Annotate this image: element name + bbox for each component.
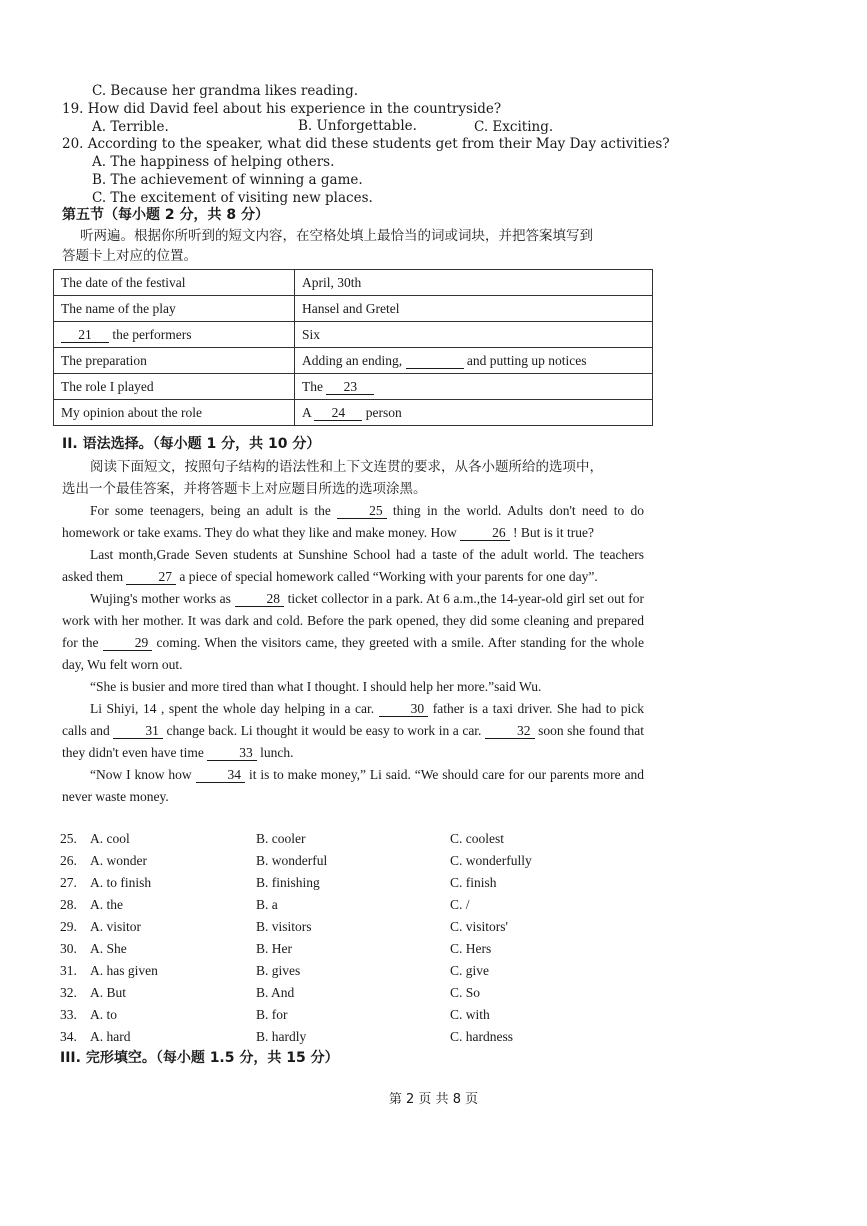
table-cell: Six <box>295 322 653 348</box>
grammar-instruction-2: 选出一个最佳答案，并将答题卡上对应题目所选的选项涂黑。 <box>62 481 427 497</box>
blank-24[interactable]: 24 <box>314 405 362 421</box>
option-a[interactable]: A. hard <box>90 1029 131 1044</box>
table-row <box>54 322 653 348</box>
blank-34[interactable]: 34 <box>196 767 246 783</box>
question-number: 28. <box>60 897 77 912</box>
blank-28[interactable]: 28 <box>235 591 285 607</box>
grammar-heading: II. 语法选择。（每小题 1 分，共 10 分） <box>62 436 321 452</box>
question-number: 27. <box>60 875 77 890</box>
blank-32[interactable]: 32 <box>485 723 535 739</box>
page-footer: 第 2 页 共 8 页 <box>388 1092 479 1107</box>
q20-option-c: C. The excitement of visiting new places. <box>92 190 373 206</box>
table-cell: The name of the play <box>54 296 295 322</box>
table-row <box>54 400 653 426</box>
passage-text: change back. Li thought it would be easy to work in a car. <box>166 723 482 738</box>
option-a[interactable]: A. the <box>90 897 123 912</box>
table-cell: April, 30th <box>295 270 653 296</box>
option-c[interactable]: C. coolest <box>450 831 504 846</box>
option-row <box>60 963 660 983</box>
option-b[interactable]: B. for <box>256 1007 288 1022</box>
option-c[interactable]: C. wonderfully <box>450 853 532 868</box>
q19-option-b: B. Unforgettable. <box>298 118 417 134</box>
question-number: 31. <box>60 963 77 978</box>
q18-option-c: C. Because her grandma likes reading. <box>92 83 359 99</box>
table-cell-text: the performers <box>112 326 192 342</box>
option-b[interactable]: B. hardly <box>256 1029 307 1044</box>
option-row <box>60 831 660 851</box>
table-cell-text: A <box>302 404 312 420</box>
blank-23[interactable]: 23 <box>326 379 374 395</box>
table-cell: The role I played <box>54 374 295 400</box>
section5-heading: 第五节（每小题 2 分，共 8 分） <box>62 207 269 223</box>
option-c[interactable]: C. visitors' <box>450 919 508 934</box>
option-c[interactable]: C. Hers <box>450 941 492 956</box>
table-cell: My opinion about the role <box>54 400 295 426</box>
passage-text: Last month,Grade Seven students at Sunshine School had a taste of the adult world. The teachers asked them <box>62 547 644 584</box>
passage-text: soon she found that they didn't even have time <box>62 723 645 760</box>
section5-instruction-1: 听两遍。根据你所听到的短文内容，在空格处填上最恰当的词或词块，并把答案填写到 <box>80 228 593 244</box>
option-c[interactable]: C. So <box>450 985 481 1000</box>
blank-30[interactable]: 30 <box>379 701 429 717</box>
option-row <box>60 1029 660 1049</box>
table-cell-text: person <box>365 404 402 420</box>
option-c[interactable]: C. / <box>450 897 470 912</box>
option-a[interactable]: A. cool <box>90 831 130 846</box>
passage-text: a piece of special homework called “Working with your parents for one day”. <box>179 569 598 584</box>
passage-paragraph <box>62 500 644 544</box>
option-b[interactable]: B. visitors <box>256 919 312 934</box>
option-b[interactable]: B. Her <box>256 941 292 956</box>
q20-option-a: A. The happiness of helping others. <box>92 154 335 170</box>
q20-stem: 20. According to the speaker, what did these students get from their May Day activities? <box>62 136 670 152</box>
option-row <box>60 919 660 939</box>
blank-25[interactable]: 25 <box>337 503 387 519</box>
option-row <box>60 941 660 961</box>
option-a[interactable]: A. to <box>90 1007 117 1022</box>
q19-option-a: A. Terrible. <box>92 119 169 135</box>
listening-fill-table <box>53 269 653 426</box>
question-number: 26. <box>60 853 77 868</box>
blank-29[interactable]: 29 <box>103 635 153 651</box>
blank-26[interactable]: 26 <box>460 525 510 541</box>
passage-text: father is a taxi driver. She had to pick calls and <box>62 701 644 738</box>
question-number: 33. <box>60 1007 77 1022</box>
option-row <box>60 875 660 895</box>
option-b[interactable]: B. wonderful <box>256 853 328 868</box>
option-row <box>60 897 660 917</box>
table-cell <box>54 322 295 348</box>
option-c[interactable]: C. finish <box>450 875 497 890</box>
grammar-passage <box>62 500 644 808</box>
option-c[interactable]: C. hardness <box>450 1029 513 1044</box>
option-a[interactable]: A. to finish <box>90 875 152 890</box>
table-cell: The preparation <box>54 348 295 374</box>
option-b[interactable]: B. And <box>256 985 295 1000</box>
table-cell-text: The <box>302 378 323 394</box>
cloze-heading: III. 完形填空。（每小题 1.5 分，共 15 分） <box>60 1050 339 1066</box>
option-c[interactable]: C. give <box>450 963 489 978</box>
option-a[interactable]: A. She <box>90 941 127 956</box>
table-row <box>54 374 653 400</box>
passage-text: thing in the world. Adults don't need to do homework or take exams. They do what they like and make money. How <box>62 503 645 540</box>
question-number: 34. <box>60 1029 77 1044</box>
passage-paragraph <box>62 764 644 808</box>
option-b[interactable]: B. gives <box>256 963 301 978</box>
table-cell: Hansel and Gretel <box>295 296 653 322</box>
q20-option-b: B. The achievement of winning a game. <box>92 172 363 188</box>
option-a[interactable]: A. has given <box>90 963 158 978</box>
option-b[interactable]: B. finishing <box>256 875 320 890</box>
option-row <box>60 1007 660 1027</box>
q19-option-c: C. Exciting. <box>474 119 554 135</box>
blank-33[interactable]: 33 <box>207 745 257 761</box>
option-b[interactable]: B. a <box>256 897 278 912</box>
option-a[interactable]: A. But <box>90 985 127 1000</box>
passage-paragraph <box>62 588 644 676</box>
blank-22[interactable] <box>406 353 464 369</box>
passage-text: it is to make money,” Li said. “We should care for our parents more and never waste money. <box>62 767 645 804</box>
table-cell-text: and putting up notices <box>466 352 587 368</box>
table-cell-text: Adding an ending, <box>302 352 403 368</box>
passage-text: For some teenagers, being an adult is the <box>90 503 331 518</box>
passage-text: ticket collector in a park. At 6 a.m.,the 14-year-old girl set out for work with her mother. It was dark and cold. Before the park opened, they did some cleaning and prepared for the <box>62 591 645 650</box>
table-cell <box>295 400 653 426</box>
passage-paragraph <box>62 544 644 588</box>
option-row <box>60 853 660 873</box>
table-row <box>54 270 653 296</box>
passage-text: Wujing's mother works as <box>90 591 231 606</box>
table-row <box>54 296 653 322</box>
passage-paragraph <box>62 698 644 764</box>
blank-27[interactable]: 27 <box>126 569 176 585</box>
passage-text: Li Shiyi, 14 , spent the whole day helping in a car. <box>90 701 375 716</box>
blank-31[interactable]: 31 <box>113 723 163 739</box>
grammar-instruction-1: 阅读下面短文，按照句子结构的语法性和上下文连贯的要求，从各小题所给的选项中， <box>90 459 603 475</box>
passage-text: coming. When the visitors came, they greeted with a smile. After standing for the whole day, Wu felt worn out. <box>62 635 645 672</box>
option-b[interactable]: B. cooler <box>256 831 306 846</box>
blank-21[interactable]: 21 <box>61 327 109 343</box>
question-number: 29. <box>60 919 77 934</box>
question-number: 30. <box>60 941 77 956</box>
passage-text: “Now I know how <box>90 767 192 782</box>
table-row <box>54 348 653 374</box>
option-a[interactable]: A. wonder <box>90 853 147 868</box>
table-cell: The date of the festival <box>54 270 295 296</box>
question-number: 25. <box>60 831 77 846</box>
table-cell <box>295 348 653 374</box>
section5-instruction-2: 答题卡上对应的位置。 <box>62 248 197 264</box>
option-c[interactable]: C. with <box>450 1007 490 1022</box>
question-number: 32. <box>60 985 77 1000</box>
table-cell <box>295 374 653 400</box>
option-a[interactable]: A. visitor <box>90 919 142 934</box>
passage-text: lunch. <box>260 745 294 760</box>
passage-paragraph: “She is busier and more tired than what I thought. I should help her more.”said Wu. <box>90 679 542 694</box>
q19-stem: 19. How did David feel about his experience in the countryside? <box>62 101 502 117</box>
passage-text: ! But is it true? <box>513 525 595 540</box>
option-row <box>60 985 660 1005</box>
